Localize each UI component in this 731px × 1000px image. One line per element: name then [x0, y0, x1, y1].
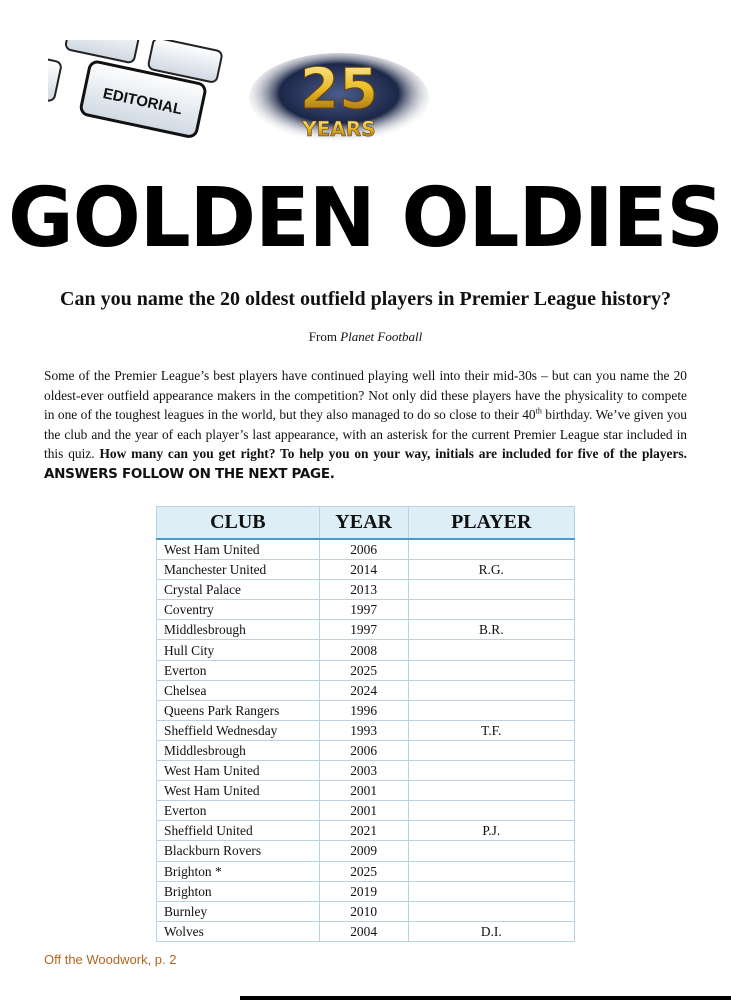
header-player: PLAYER	[408, 507, 574, 540]
table-row	[157, 761, 575, 781]
cell-player	[408, 801, 574, 821]
intro-paragraph	[44, 366, 687, 485]
table-row	[157, 881, 575, 901]
cell-year: 2001	[319, 781, 408, 801]
cell-club: West Ham United	[157, 781, 320, 801]
25-years-badge	[248, 52, 430, 144]
page-footer: Off the Woodwork, p. 2	[44, 952, 177, 967]
cell-player	[408, 660, 574, 680]
table-row	[157, 781, 575, 801]
cell-player: T.F.	[408, 720, 574, 740]
cell-club: Everton	[157, 801, 320, 821]
cell-club: West Ham United	[157, 539, 320, 560]
table-row	[157, 801, 575, 821]
cell-player: R.G.	[408, 560, 574, 580]
cell-club: Coventry	[157, 600, 320, 620]
table-row	[157, 720, 575, 740]
table-row	[157, 861, 575, 881]
cell-club: Middlesbrough	[157, 740, 320, 760]
cell-year: 2008	[319, 640, 408, 660]
editorial-key-label: EDITORIAL	[101, 84, 184, 119]
table-body	[157, 539, 575, 941]
badge-number: 25	[300, 57, 378, 122]
table-row	[157, 660, 575, 680]
quiz-table	[156, 506, 575, 942]
cell-club: Wolves	[157, 921, 320, 941]
table-row	[157, 620, 575, 640]
cell-player	[408, 761, 574, 781]
source-prefix: From	[308, 329, 337, 344]
editorial-keyboard-image	[48, 40, 238, 140]
header-club: CLUB	[157, 507, 320, 540]
cell-player	[408, 901, 574, 921]
cell-player	[408, 781, 574, 801]
page-subtitle: Can you name the 20 oldest outfield players in Premier League history?	[60, 288, 671, 310]
cell-club: Sheffield Wednesday	[157, 720, 320, 740]
badge-word: YEARS	[302, 117, 376, 141]
cell-year: 2010	[319, 901, 408, 921]
cell-club: West Ham United	[157, 761, 320, 781]
source-credit	[0, 328, 731, 346]
table-row	[157, 580, 575, 600]
table-row	[157, 901, 575, 921]
table-row	[157, 600, 575, 620]
cell-year: 2025	[319, 861, 408, 881]
cell-player	[408, 881, 574, 901]
cell-player	[408, 640, 574, 660]
cell-year: 2006	[319, 539, 408, 560]
cell-year: 2024	[319, 680, 408, 700]
cell-year: 2019	[319, 881, 408, 901]
table-row	[157, 539, 575, 560]
answers-callout: ANSWERS FOLLOW ON THE NEXT PAGE.	[44, 465, 335, 482]
cell-player: B.R.	[408, 620, 574, 640]
cell-club: Hull City	[157, 640, 320, 660]
cell-year: 1997	[319, 600, 408, 620]
bottom-rule	[240, 996, 731, 1000]
cell-club: Chelsea	[157, 680, 320, 700]
cell-club: Burnley	[157, 901, 320, 921]
cell-year: 1997	[319, 620, 408, 640]
cell-club: Crystal Palace	[157, 580, 320, 600]
table-row	[157, 740, 575, 760]
cell-year: 2013	[319, 580, 408, 600]
cell-club: Brighton *	[157, 861, 320, 881]
intro-text-continued: birthday. We’ve given you the club and the year of each player’s last appearance, with an asterisk for the current Premier League star included in this quiz.	[44, 407, 687, 462]
cell-club: Brighton	[157, 881, 320, 901]
table-row	[157, 821, 575, 841]
table-row	[157, 841, 575, 861]
intro-superscript: th	[535, 406, 542, 416]
cell-year: 1993	[319, 720, 408, 740]
cell-club: Queens Park Rangers	[157, 700, 320, 720]
cell-year: 2004	[319, 921, 408, 941]
cell-player: P.J.	[408, 821, 574, 841]
cell-year: 2009	[319, 841, 408, 861]
cell-year: 2014	[319, 560, 408, 580]
cell-club: Sheffield United	[157, 821, 320, 841]
cell-player	[408, 740, 574, 760]
cell-year: 2025	[319, 660, 408, 680]
table-row	[157, 680, 575, 700]
cell-year: 2006	[319, 740, 408, 760]
cell-year: 2001	[319, 801, 408, 821]
table-row	[157, 700, 575, 720]
cell-club: Manchester United	[157, 560, 320, 580]
cell-player: D.I.	[408, 921, 574, 941]
cell-club: Everton	[157, 660, 320, 680]
intro-bold-question: How many can you get right? To help you on your way, initials are included for five of the players.	[99, 446, 687, 462]
page-title: GOLDEN OLDIES	[8, 169, 723, 266]
cell-club: Middlesbrough	[157, 620, 320, 640]
cell-club: Blackburn Rovers	[157, 841, 320, 861]
intro-text: Some of the Premier League’s best players have continued playing well into their mid-30s – but can you name the 20 oldest-ever outfield appearance makers in the competition? Not only did these players have the physicality to compete in one of the toughest leagues in the world, but they also managed to do so close to their 40	[44, 368, 687, 423]
cell-player	[408, 861, 574, 881]
table-row	[157, 560, 575, 580]
cell-year: 1996	[319, 700, 408, 720]
cell-year: 2021	[319, 821, 408, 841]
cell-player	[408, 580, 574, 600]
source-publication: Planet Football	[340, 329, 423, 344]
cell-player	[408, 600, 574, 620]
table-row	[157, 640, 575, 660]
table-header-row	[157, 507, 575, 540]
table-row	[157, 921, 575, 941]
cell-player	[408, 680, 574, 700]
cell-player	[408, 539, 574, 560]
cell-player	[408, 841, 574, 861]
cell-player	[408, 700, 574, 720]
header-year: YEAR	[319, 507, 408, 540]
cell-year: 2003	[319, 761, 408, 781]
